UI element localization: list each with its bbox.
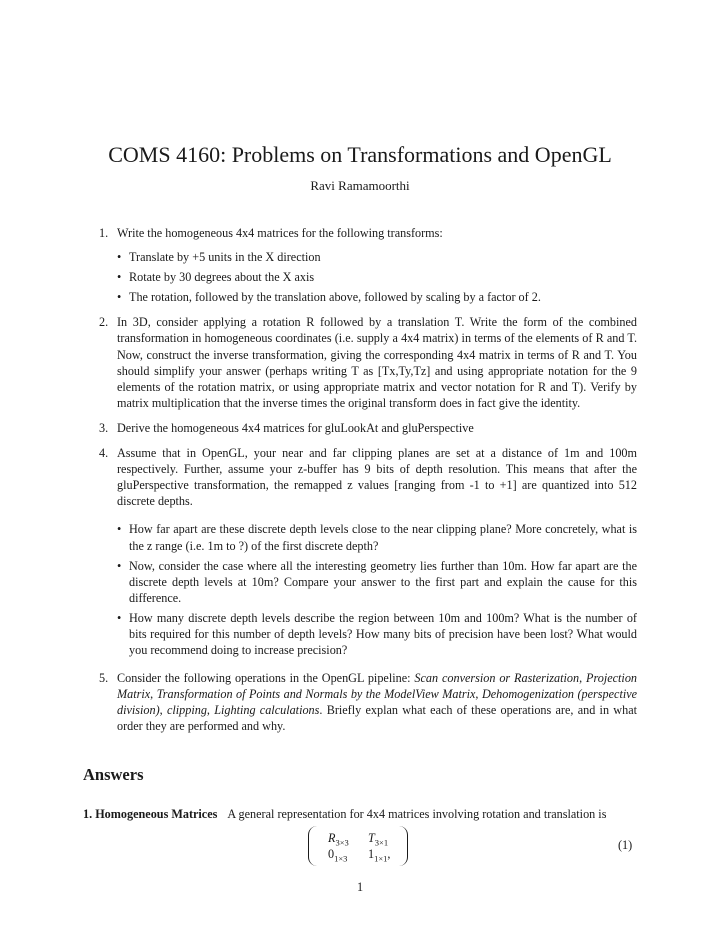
bullet-item: • Now, consider the case where all the interesting geometry lies further than 10m. How far apart are the discrete depth levels at 10m? Compare your answer to the first part and explain the cause for this difference. xyxy=(117,558,637,605)
bullet-list xyxy=(117,249,637,305)
matrix-cell: $R_{3\times 3}$ xyxy=(328,831,349,848)
document-title: COMS 4160: Problems on Transformations and OpenGL xyxy=(108,142,612,167)
bullet-icon: • xyxy=(117,558,122,573)
bullet-list xyxy=(117,521,637,658)
problem-item xyxy=(99,445,637,658)
answers-heading: Answers xyxy=(83,765,144,784)
problem-item: 5. Consider the following operations in the OpenGL pipeline: Scan conversion or Rasterization, Projection Matrix, Transformation of Points and Normals by the ModelView Matrix, Dehomogenization (perspective division), clipping, Lighting calculations. Briefly explan what each of these operations are, and in what order they are performed and why. xyxy=(99,671,638,734)
bullet-icon: • xyxy=(117,290,122,305)
bullet-icon: • xyxy=(117,270,122,285)
problem-number: 5. xyxy=(99,671,109,686)
operation-term: Lighting calculations xyxy=(214,703,320,718)
bullet-icon: • xyxy=(117,522,122,537)
matrix-cell: $1_{1\times 1}$, xyxy=(368,847,391,864)
problem-number: 4. xyxy=(99,446,109,461)
operation-term: Transformation of Points and Normals by the ModelView Matrix xyxy=(156,687,476,702)
problem-list xyxy=(99,225,638,744)
problem-text: Write the homogeneous 4x4 matrices for the following transforms: xyxy=(117,226,443,240)
problem-number: 2. xyxy=(99,315,109,330)
answer-heading: 1. Homogeneous Matrices xyxy=(83,807,218,821)
bullet-item: • How far apart are these discrete depth levels close to the near clipping plane? More concretely, what is the z range (i.e. 1m to ?) of the first discrete depth? xyxy=(117,522,637,553)
matrix-cell: $0_{1\times 3}$ xyxy=(328,847,348,864)
bullet-item: • Translate by +5 units in the X direction xyxy=(117,250,321,265)
operation-term: Scan conversion or Rasterization xyxy=(414,671,580,686)
equation-number: (1) xyxy=(618,838,633,852)
bullet-icon: • xyxy=(117,250,122,265)
left-paren-icon xyxy=(308,826,317,866)
operation-term: Dehomogenization (perspective division) xyxy=(117,687,638,718)
bullet-item: • How many discrete depth levels describe the region between 10m and 100m? What is the number of bits required for this number of depth levels? How many bits of precision have been lost? What would you recommend doing to increase precision? xyxy=(117,610,637,658)
answer-text: A general representation for 4x4 matrices involving rotation and translation is xyxy=(227,807,607,821)
right-paren-icon xyxy=(399,826,408,866)
matrix-cell: $T_{3\times 1}$ xyxy=(368,831,389,848)
problem-number: 3. xyxy=(99,420,109,435)
author-name: Ravi Ramamoorthi xyxy=(310,178,410,193)
operation-term: Projection Matrix xyxy=(117,671,638,702)
problem-item xyxy=(99,314,637,411)
bullet-item: • Rotate by 30 degrees about the X axis xyxy=(117,270,315,285)
problem-text: Assume that in OpenGL, your near and far clipping planes are set at a distance of 1m and 100m respectively. Further, assume your z-buffer has 9 bits of depth resolution. This means that after the gluPerspective transformation, the remapped z values [ranging from -1 to +1] are quantized into 512 discrete depths. xyxy=(117,446,637,509)
matrix-equation xyxy=(308,826,408,866)
problem-item xyxy=(99,420,637,436)
problem-text: Derive the homogeneous 4x4 matrices for gluLookAt and gluPerspective xyxy=(117,420,474,435)
problem-text: In 3D, consider applying a rotation R followed by a translation T. Write the form of the combined transformation in homogeneous coordinates (i.e. supply a 4x4 matrix) in terms of the elements of R and T. Now, construct the inverse transformation, giving the corresponding 4x4 matrix in terms of R and T. You should simplify your answer (perhaps writing T as [Tx,Ty,Tz] and using appropriate notation for the 9 elements of the rotation matrix, or using appropriate matrix and vector notation for R and T). Verify by matrix multiplication that the inverse times the original transform does in fact give the identity. xyxy=(117,315,637,410)
bullet-item: • The rotation, followed by the translation above, followed by scaling by a factor of 2. xyxy=(117,290,541,305)
problem-item xyxy=(99,225,637,305)
operation-term: clipping xyxy=(166,703,207,718)
page-number: 1 xyxy=(356,880,364,894)
problem-number: 1. xyxy=(99,226,109,240)
bullet-icon: • xyxy=(117,610,122,625)
answer-item xyxy=(83,806,637,822)
